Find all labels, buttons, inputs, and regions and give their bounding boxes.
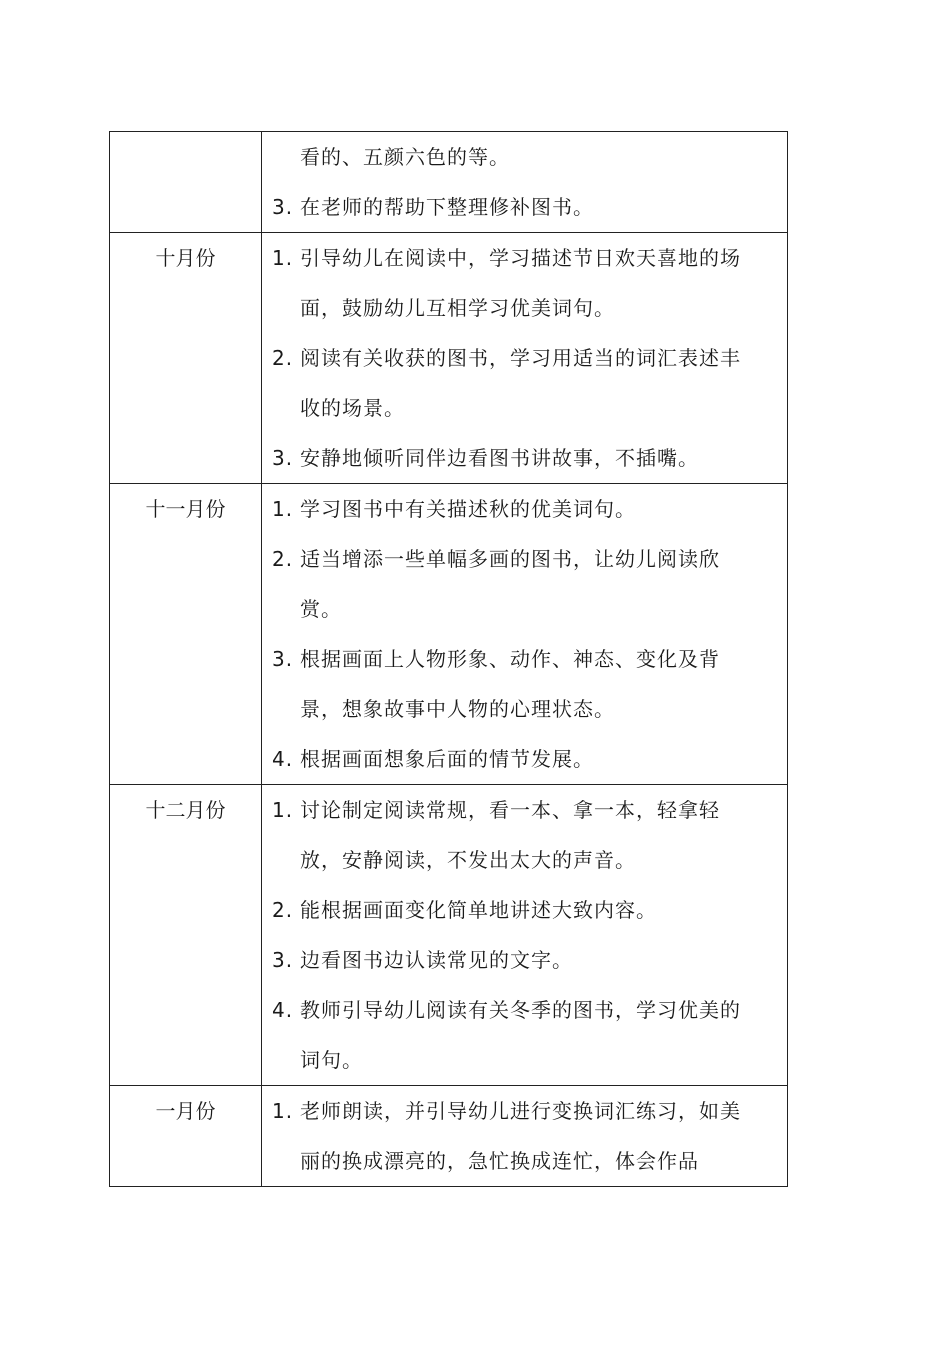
item-text: 适当增添一些单幅多画的图书，让幼儿阅读欣赏。 xyxy=(300,547,720,621)
item-text: 能根据画面变化简单地讲述大致内容。 xyxy=(300,898,657,922)
item-text: 根据画面想象后面的情节发展。 xyxy=(300,747,594,771)
item-number: 3. xyxy=(272,948,294,972)
list-item xyxy=(272,182,787,232)
list-item xyxy=(272,634,787,734)
curriculum-table xyxy=(109,131,788,1187)
list-item xyxy=(272,484,787,534)
month-cell xyxy=(110,132,262,233)
item-number: 1. xyxy=(272,497,294,521)
item-list xyxy=(262,484,787,784)
list-item xyxy=(272,885,787,935)
item-number: 3. xyxy=(272,195,294,219)
content-cell xyxy=(262,132,788,233)
item-list xyxy=(262,785,787,1085)
item-list xyxy=(262,182,787,232)
content-cell xyxy=(262,233,788,484)
list-item xyxy=(272,534,787,634)
item-number: 3. xyxy=(272,647,294,671)
list-item xyxy=(272,785,787,885)
table-row xyxy=(110,484,788,785)
item-number: 2. xyxy=(272,898,294,922)
item-text: 讨论制定阅读常规，看一本、拿一本，轻拿轻放，安静阅读，不发出太大的声音。 xyxy=(300,798,720,872)
list-item xyxy=(272,233,787,333)
table-row xyxy=(110,233,788,484)
list-item xyxy=(272,935,787,985)
item-text: 学习图书中有关描述秋的优美词句。 xyxy=(300,497,636,521)
item-number: 1. xyxy=(272,798,294,822)
list-item xyxy=(272,1086,787,1186)
item-text: 阅读有关收获的图书，学习用适当的词汇表述丰收的场景。 xyxy=(300,346,741,420)
item-number: 3. xyxy=(272,446,294,470)
list-item xyxy=(272,333,787,433)
item-list xyxy=(262,1086,787,1186)
item-number: 1. xyxy=(272,1099,294,1123)
table-row xyxy=(110,1086,788,1187)
month-cell: 十一月份 xyxy=(110,484,262,785)
content-cell xyxy=(262,1086,788,1187)
item-list xyxy=(262,233,787,483)
month-cell: 十二月份 xyxy=(110,785,262,1086)
item-number: 2. xyxy=(272,547,294,571)
item-text: 根据画面上人物形象、动作、神态、变化及背景，想象故事中人物的心理状态。 xyxy=(300,647,720,721)
content-cell xyxy=(262,785,788,1086)
item-text: 在老师的帮助下整理修补图书。 xyxy=(300,195,594,219)
content-cell xyxy=(262,484,788,785)
continued-text: 看的、五颜六色的等。 xyxy=(300,145,510,169)
item-number: 1. xyxy=(272,246,294,270)
item-text: 引导幼儿在阅读中，学习描述节日欢天喜地的场面，鼓励幼儿互相学习优美词句。 xyxy=(300,246,741,320)
item-text: 安静地倾听同伴边看图书讲故事，不插嘴。 xyxy=(300,446,699,470)
table-row xyxy=(110,785,788,1086)
list-item xyxy=(272,433,787,483)
item-text: 老师朗读，并引导幼儿进行变换词汇练习，如美丽的换成漂亮的，急忙换成连忙，体会作品 xyxy=(300,1099,741,1173)
month-cell: 一月份 xyxy=(110,1086,262,1187)
item-text: 教师引导幼儿阅读有关冬季的图书，学习优美的词句。 xyxy=(300,998,741,1072)
item-number: 4. xyxy=(272,998,294,1022)
item-number: 2. xyxy=(272,346,294,370)
month-cell: 十月份 xyxy=(110,233,262,484)
list-item xyxy=(272,734,787,784)
item-number: 4. xyxy=(272,747,294,771)
table-row xyxy=(110,132,788,233)
list-item xyxy=(272,985,787,1085)
item-text: 边看图书边认读常见的文字。 xyxy=(300,948,573,972)
